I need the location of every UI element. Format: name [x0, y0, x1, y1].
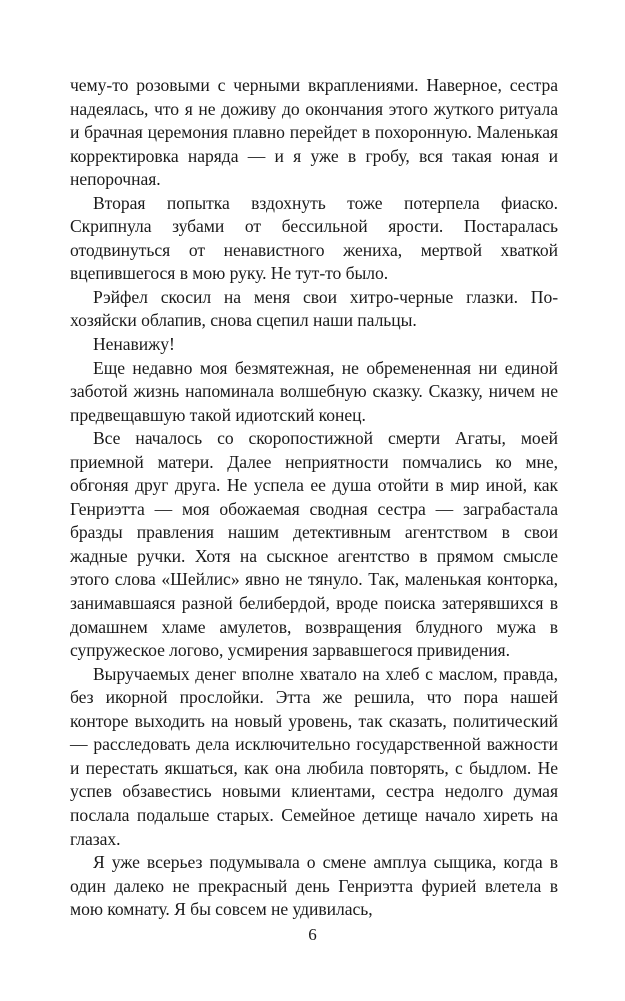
paragraph: Ненавижу!	[93, 334, 175, 355]
paragraph: Вторая попытка вздохнуть тоже потерпела фиаско. Скрипнула зубами от бессильной ярости. Постаралась отодвинуться от ненавистного жениха, мертвой хваткой вцепившегося в мою руку. Не тут-то было.	[70, 192, 558, 284]
paragraph-continued: чему-то розовыми с черными вкраплениями. Наверное, сестра надеялась, что я не доживу до окончания этого жуткого ритуала и брачная церемония плавно перейдет в похоронную. Маленькая корректировка наряда — и я уже в гробу, вся такая юная и непорочная.	[70, 75, 558, 190]
paragraph: Все началось со скоропостижной смерти Агаты, моей приемной матери. Далее неприятности помчались ко мне, обгоняя друг друга. Не успела ее душа отойти в мир иной, как Генриэтта — моя обожаемая сводная сестра — заграбастала бразды правления нашим детективным агентством в свои жадные ручки. Хотя на сыскное агентство в прямом смысле этого слова «Шейлис» явно не тянуло. Так, маленькая конторка, занимавшаяся разной белибердой, вроде поиска затерявшихся в домашнем хламе амулетов, возвращения блудного мужа в супружеское логово, усмирения зарвавшегося привидения.	[70, 428, 558, 661]
paragraph: Рэйфел скосил на меня свои хитро-черные глазки. По-хозяйски облапив, снова сцепил наши пальцы.	[70, 286, 558, 331]
paragraph: Еще недавно моя безмятежная, не обремененная ни единой заботой жизнь напоминала волшебную сказку. Сказку, ничем не предвещавшую такой идиотский конец.	[70, 357, 558, 425]
page-number: 6	[308, 925, 317, 944]
paragraph: Выручаемых денег вполне хватало на хлеб с маслом, правда, без икорной прослойки. Этта же решила, что пора нашей конторе выходить на новый уровень, так сказать, политический — расследовать дела исключительно государственной важности и перестать якшаться, как она любила повторять, с быдлом. Не успев обзавестись новыми клиентами, сестра недолго думая послала подальше старых. Семейное детище начало хиреть на глазах.	[70, 663, 558, 849]
body-text	[70, 74, 558, 922]
paragraph: Я уже всерьез подумывала о смене амплуа сыщика, когда в один далеко не прекрасный день Генриэтта фурией влетела в мою комнату. Я бы совсем не удивилась,	[70, 852, 558, 920]
